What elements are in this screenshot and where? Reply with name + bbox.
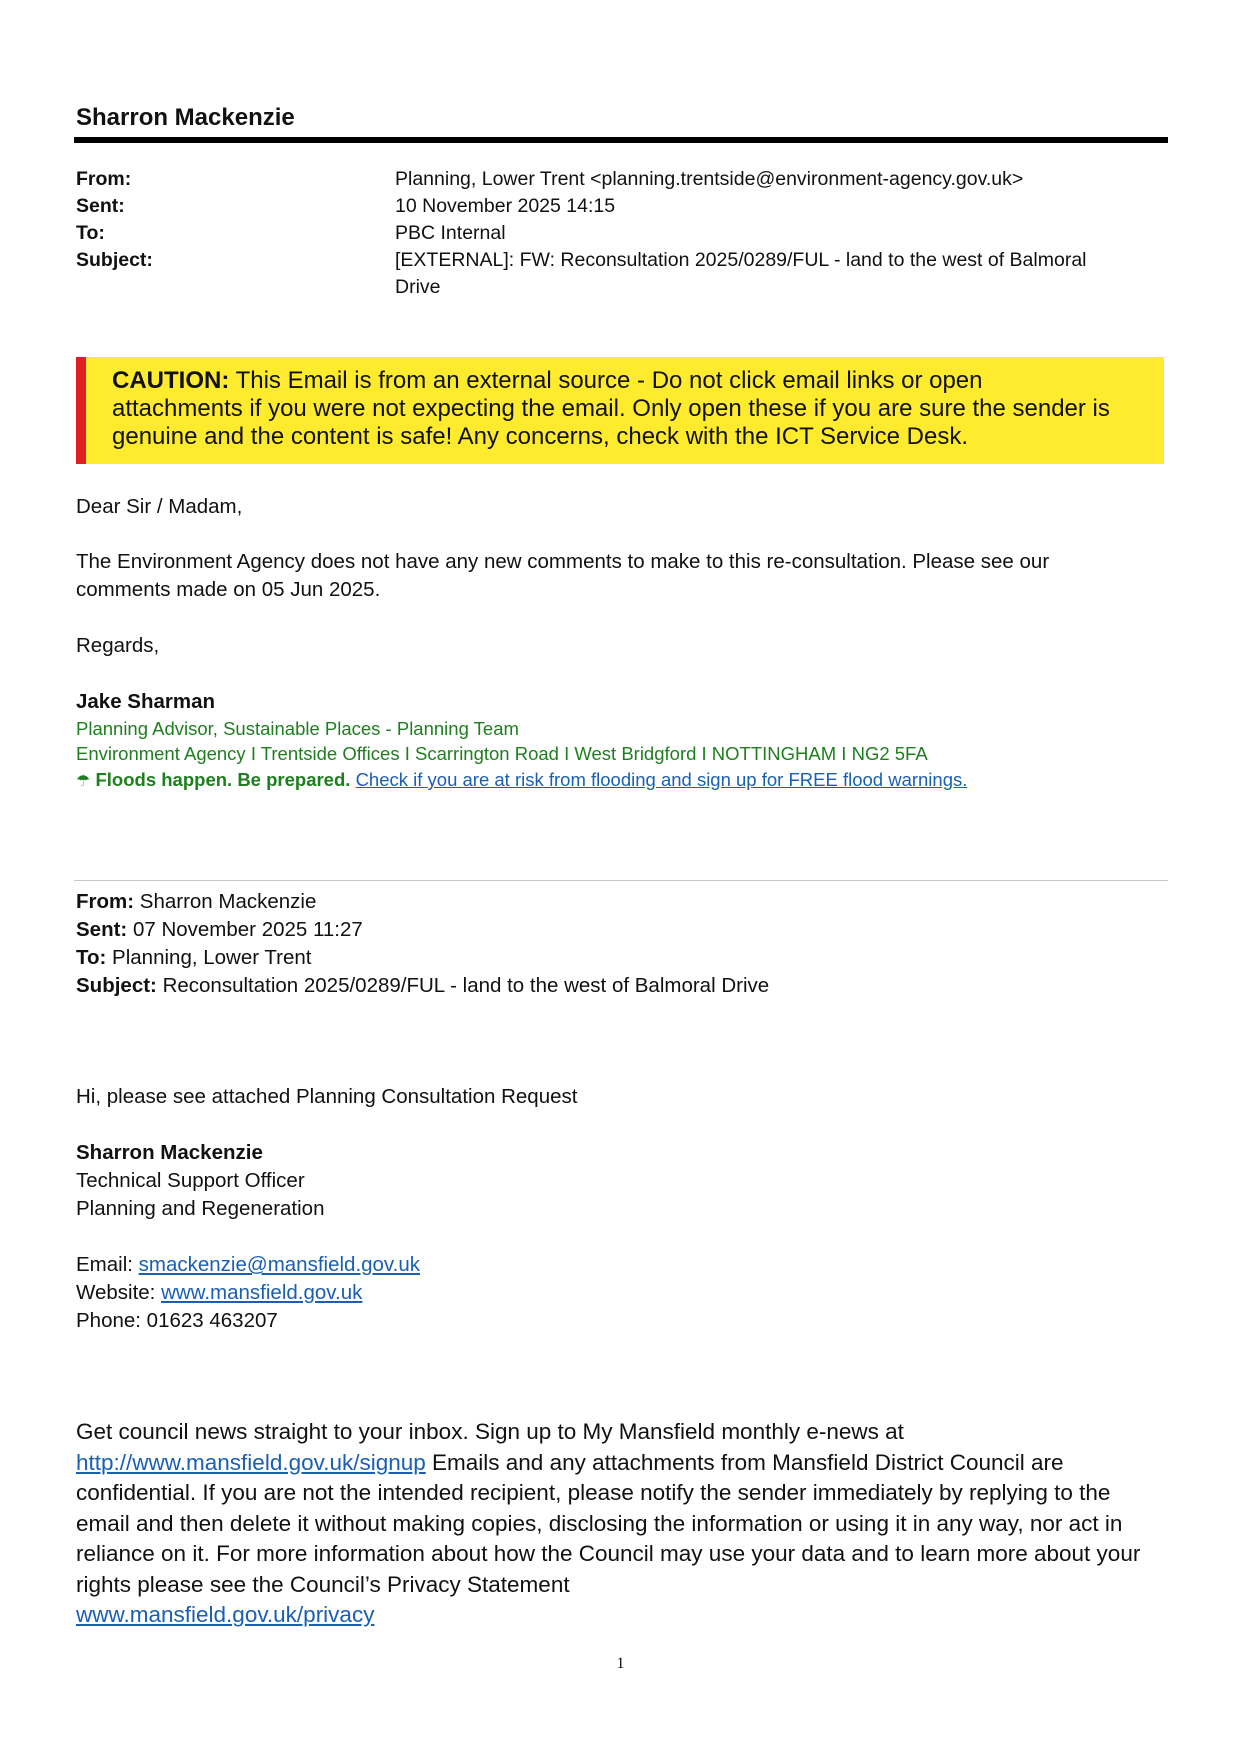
original-to-value: Planning, Lower Trent bbox=[106, 946, 312, 969]
to-label: To: bbox=[76, 222, 105, 244]
header-divider bbox=[74, 137, 1168, 143]
external-caution-banner bbox=[76, 357, 1164, 464]
footer-line-1: Get council news straight to your inbox. Sign up to My Mansfield monthly e-news at bbox=[76, 1419, 904, 1444]
original-subject-row bbox=[76, 972, 1166, 1000]
footer-disclaimer-text: Emails and any attachments from Mansfield District Council are confidential. If you are not the intended recipient, please notify the sender immediately by replying to the email and then delete it without making copies, disclosing the information or using it in any way, nor act in reliance on it. For more information about how the Council may use your data and to learn more about your rights please see the Council’s Privacy Statement bbox=[76, 1449, 1141, 1597]
flood-warning-line bbox=[76, 766, 1166, 796]
subject-line-2: Drive bbox=[395, 276, 441, 298]
website-link[interactable]: www.mansfield.gov.uk bbox=[161, 1281, 363, 1304]
email-label: Email: bbox=[76, 1253, 139, 1276]
caution-label: CAUTION: bbox=[112, 367, 230, 394]
original-to-label: To: bbox=[76, 946, 107, 969]
original-signature-dept: Planning and Regeneration bbox=[76, 1197, 325, 1220]
original-greeting: Hi, please see attached Planning Consultation Request bbox=[76, 1085, 578, 1108]
original-subject-label: Subject: bbox=[76, 974, 157, 997]
email-link[interactable]: smackenzie@mansfield.gov.uk bbox=[138, 1253, 421, 1276]
original-signature-title: Technical Support Officer bbox=[76, 1169, 305, 1192]
caution-text-2: attachments if you were not expecting the email. Only open these if you are sure the sender is bbox=[112, 395, 1110, 422]
original-from-value: Sharron Mackenzie bbox=[134, 890, 317, 913]
reply-closing: Regards, bbox=[76, 634, 160, 657]
original-from-label: From: bbox=[76, 890, 135, 913]
mailbox-owner-name: Sharron Mackenzie bbox=[76, 104, 295, 131]
flood-warnings-link[interactable]: Check if you are at risk from flooding and sign up for FREE flood warnings. bbox=[355, 769, 968, 790]
message-separator bbox=[74, 880, 1168, 881]
to-value: PBC Internal bbox=[395, 222, 506, 244]
from-value: Planning, Lower Trent <planning.trentside@environment-agency.gov.uk> bbox=[395, 168, 1024, 190]
caution-text-1: This Email is from an external source - Do not click email links or open bbox=[229, 367, 983, 394]
original-sent-value: 07 November 2025 11:27 bbox=[127, 918, 363, 941]
original-subject-value: Reconsultation 2025/0289/FUL - land to the west of Balmoral Drive bbox=[156, 974, 770, 997]
original-from-row bbox=[76, 888, 1166, 916]
sent-label: Sent: bbox=[76, 195, 125, 217]
original-sent-row bbox=[76, 916, 1166, 944]
subject-label: Subject: bbox=[76, 249, 153, 271]
reply-signature-address: Environment Agency I Trentside Offices I Scarrington Road I West Bridgford I NOTTINGHAM I NG2 5FA bbox=[76, 743, 928, 764]
page-number: 1 bbox=[616, 1655, 625, 1672]
reply-signature-name: Jake Sharman bbox=[76, 690, 216, 713]
privacy-link[interactable]: www.mansfield.gov.uk/privacy bbox=[76, 1602, 375, 1627]
website-label: Website: bbox=[76, 1281, 162, 1304]
sent-value: 10 November 2025 14:15 bbox=[395, 195, 616, 217]
reply-body bbox=[76, 548, 1166, 604]
original-sent-label: Sent: bbox=[76, 918, 128, 941]
umbrella-icon: ☂ bbox=[76, 773, 91, 790]
original-website-row bbox=[76, 1279, 1166, 1307]
original-to-row bbox=[76, 944, 1166, 972]
subject-value bbox=[395, 247, 1155, 301]
original-email-row bbox=[76, 1251, 1166, 1279]
signup-link[interactable]: http://www.mansfield.gov.uk/signup bbox=[76, 1449, 426, 1475]
reply-greeting: Dear Sir / Madam, bbox=[76, 495, 243, 518]
caution-text-3: genuine and the content is safe! Any concerns, check with the ICT Service Desk. bbox=[112, 423, 969, 450]
from-label: From: bbox=[76, 168, 132, 190]
original-signature-name: Sharron Mackenzie bbox=[76, 1141, 263, 1164]
council-disclaimer bbox=[76, 1417, 1166, 1631]
reply-body-line-1: The Environment Agency does not have any new comments to make to this re-consultation. Please see our bbox=[76, 550, 1050, 573]
flood-warning-bold: Floods happen. Be prepared. bbox=[95, 769, 351, 790]
subject-line-1: [EXTERNAL]: FW: Reconsultation 2025/0289/FUL - land to the west of Balmoral bbox=[395, 249, 1087, 271]
reply-signature-role: Planning Advisor, Sustainable Places - Planning Team bbox=[76, 718, 519, 739]
reply-body-line-2: comments made on 05 Jun 2025. bbox=[76, 578, 381, 601]
original-phone-row: Phone: 01623 463207 bbox=[76, 1309, 278, 1332]
